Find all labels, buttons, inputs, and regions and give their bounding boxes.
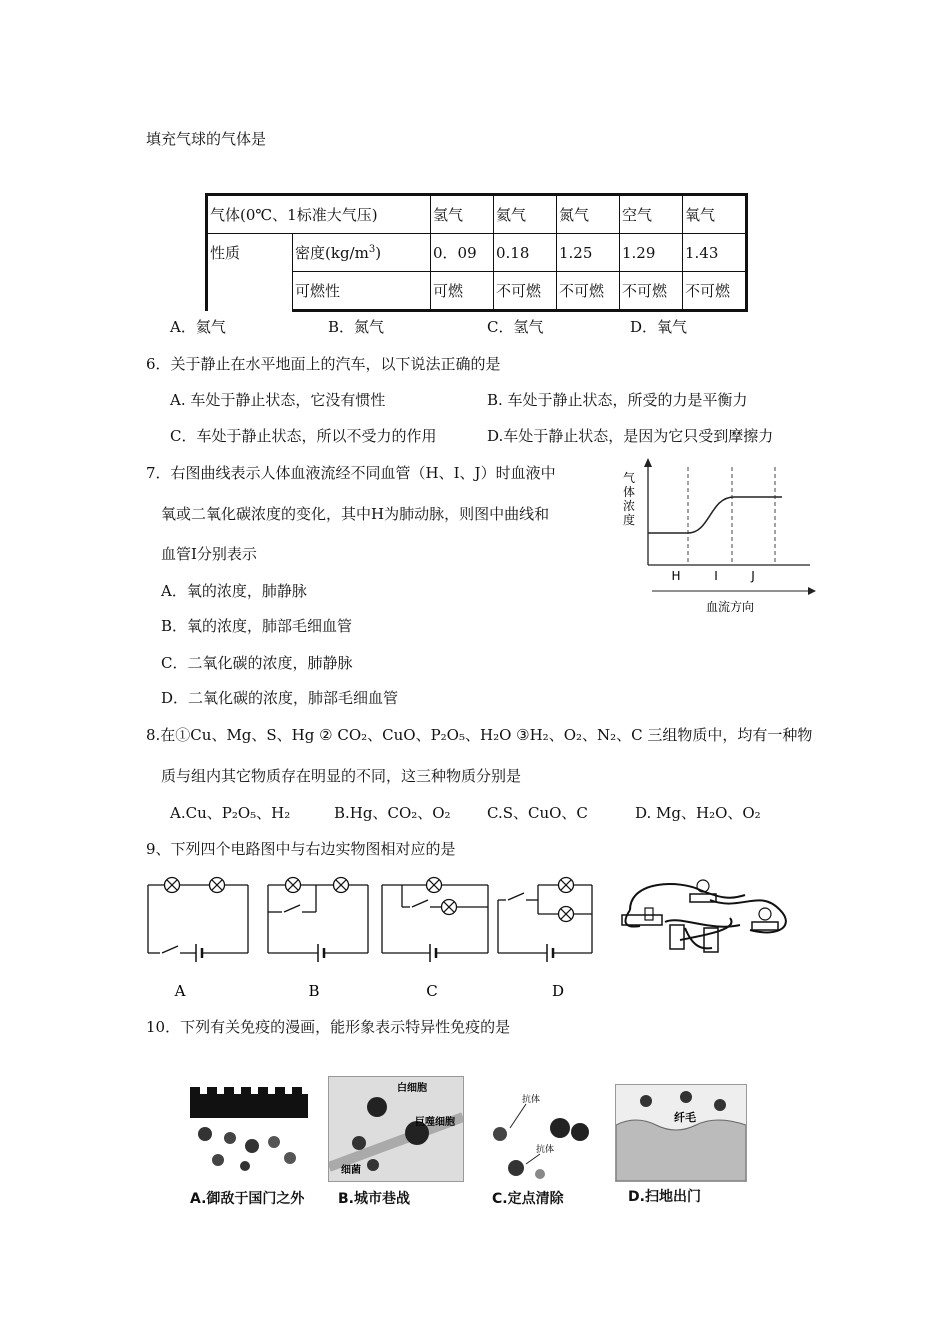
question-7-line3: 血管Ⅰ分别表示 bbox=[161, 545, 257, 563]
cartoon-b-label: 白细胞 bbox=[397, 1083, 427, 1094]
table-cell: 0.18 bbox=[494, 234, 557, 272]
cartoon-d-image bbox=[615, 1084, 747, 1182]
graph-curve bbox=[648, 497, 782, 533]
table-cell: 1.25 bbox=[557, 234, 620, 272]
circuit-label-d: D bbox=[551, 982, 565, 1000]
table-header-cell: 氮气 bbox=[557, 195, 620, 234]
graph-ylabel-char: 气 bbox=[622, 471, 636, 485]
question-8-line2: 质与组内其它物质存在明显的不同，这三种物质分别是 bbox=[161, 767, 522, 785]
table-cell: 1.29 bbox=[620, 234, 683, 272]
cartoon-a-image bbox=[190, 1082, 308, 1178]
circuit-c bbox=[382, 885, 488, 962]
table-header-cell: 氦气 bbox=[494, 195, 557, 234]
question-7-line2: 氧或二氧化碳浓度的变化，其中H为肺动脉，则图中曲线和 bbox=[161, 505, 550, 523]
flow-arrow-head bbox=[808, 587, 816, 595]
circuit-d bbox=[498, 885, 592, 962]
question-10-stem: 10．下列有关免疫的漫画，能形象表示特异性免疫的是 bbox=[146, 1018, 511, 1036]
circuit-label-b: B bbox=[308, 982, 320, 1000]
circuit-label-c: C bbox=[426, 982, 438, 1000]
blood-concentration-graph bbox=[610, 455, 820, 615]
option-d: D.车处于静止状态，是因为它只受到摩擦力 bbox=[487, 427, 774, 445]
density-label: 密度$(kg/m^3)$ bbox=[293, 234, 431, 272]
cartoon-caption-d: D.扫地出门 bbox=[628, 1189, 701, 1205]
question-8-line1: 8.在①Cu、Mg、S、Hg ② CO₂、CuO、P₂O₅、H₂O ③H₂、O₂、N₂、C 三组物质中，均有一种物 bbox=[146, 726, 813, 744]
option-b: B.Hg、CO₂、O₂ bbox=[334, 804, 451, 822]
table-cell: 不可燃 bbox=[620, 272, 683, 311]
cartoon-b-label: 细菌 bbox=[341, 1165, 361, 1176]
graph-ylabel-char: 体 bbox=[622, 485, 636, 499]
table-row-group: 性质 bbox=[207, 234, 293, 311]
circuit-label-a: A bbox=[174, 982, 186, 1000]
graph-ylabel-char: 浓 bbox=[622, 499, 636, 513]
question-7-line1: 7．右图曲线表示人体血液流经不同血管（H、I、J）时血液中 bbox=[146, 464, 556, 482]
table-header-gas: 气体(0℃、1标准大气压) bbox=[207, 195, 431, 234]
option-a: A．氧的浓度，肺静脉 bbox=[161, 582, 307, 600]
cartoon-caption-a: A.御敌于国门之外 bbox=[190, 1191, 305, 1207]
cartoon-c-label: 抗体 bbox=[536, 1145, 555, 1155]
cartoon-caption-c: C.定点清除 bbox=[492, 1191, 564, 1207]
gas-property-table bbox=[205, 193, 748, 312]
option-a: A.Cu、P₂O₅、H₂ bbox=[170, 804, 291, 822]
cartoon-d-label: 纤毛 bbox=[674, 1111, 696, 1124]
option-c: C.S、CuO、C bbox=[487, 804, 588, 822]
circuit-diagrams bbox=[140, 870, 810, 1000]
option-b: B. 车处于静止状态，所受的力是平衡力 bbox=[487, 391, 748, 409]
option-a: A. 车处于静止状态，它没有惯性 bbox=[170, 391, 386, 409]
table-cell: 不可燃 bbox=[557, 272, 620, 311]
table-cell: 0．09 bbox=[431, 234, 494, 272]
cartoon-caption-b: B.城市巷战 bbox=[338, 1191, 410, 1207]
circuit-b bbox=[268, 885, 368, 962]
option-b: B．氮气 bbox=[328, 318, 385, 336]
cartoon-b-label: 巨噬细胞 bbox=[415, 1117, 455, 1128]
table-header-cell: 空气 bbox=[620, 195, 683, 234]
option-c: C．氢气 bbox=[487, 318, 544, 336]
table-cell: 1.43 bbox=[683, 234, 747, 272]
flammable-label: 可燃性 bbox=[293, 272, 431, 311]
option-c: C．二氧化碳的浓度，肺静脉 bbox=[161, 654, 353, 672]
table-header-cell: 氧气 bbox=[683, 195, 747, 234]
option-d: D．氧气 bbox=[630, 318, 688, 336]
option-c: C．车处于静止状态，所以不受力的作用 bbox=[170, 427, 437, 445]
option-d: D．二氧化碳的浓度，肺部毛细血管 bbox=[161, 689, 399, 707]
cartoon-c-image bbox=[486, 1090, 598, 1182]
question-9-stem: 9、下列四个电路图中与右边实物图相对应的是 bbox=[146, 840, 456, 858]
intro-line: 填充气球的气体是 bbox=[146, 130, 267, 148]
graph-y-arrow bbox=[644, 458, 652, 467]
cartoon-c-label: 抗体 bbox=[522, 1095, 541, 1105]
cartoon-b-image bbox=[328, 1076, 464, 1182]
option-b: B．氧的浓度，肺部毛细血管 bbox=[161, 617, 353, 635]
option-a: A．氦气 bbox=[170, 318, 226, 336]
real-circuit-picture bbox=[622, 880, 786, 952]
graph-segment-label: I bbox=[714, 569, 718, 583]
question-6-stem: 6．关于静止在水平地面上的汽车，以下说法正确的是 bbox=[146, 355, 501, 373]
graph-segment-label: H bbox=[671, 569, 681, 583]
table-header-cell: 氢气 bbox=[431, 195, 494, 234]
circuit-a bbox=[148, 885, 248, 962]
table-cell: 不可燃 bbox=[494, 272, 557, 311]
graph-ylabel-char: 度 bbox=[622, 513, 636, 527]
graph-xlabel: 血流方向 bbox=[705, 600, 755, 614]
table-cell: 不可燃 bbox=[683, 272, 747, 311]
graph-segment-label: J bbox=[751, 569, 755, 583]
option-d: D. Mg、H₂O、O₂ bbox=[635, 804, 761, 822]
table-cell: 可燃 bbox=[431, 272, 494, 311]
